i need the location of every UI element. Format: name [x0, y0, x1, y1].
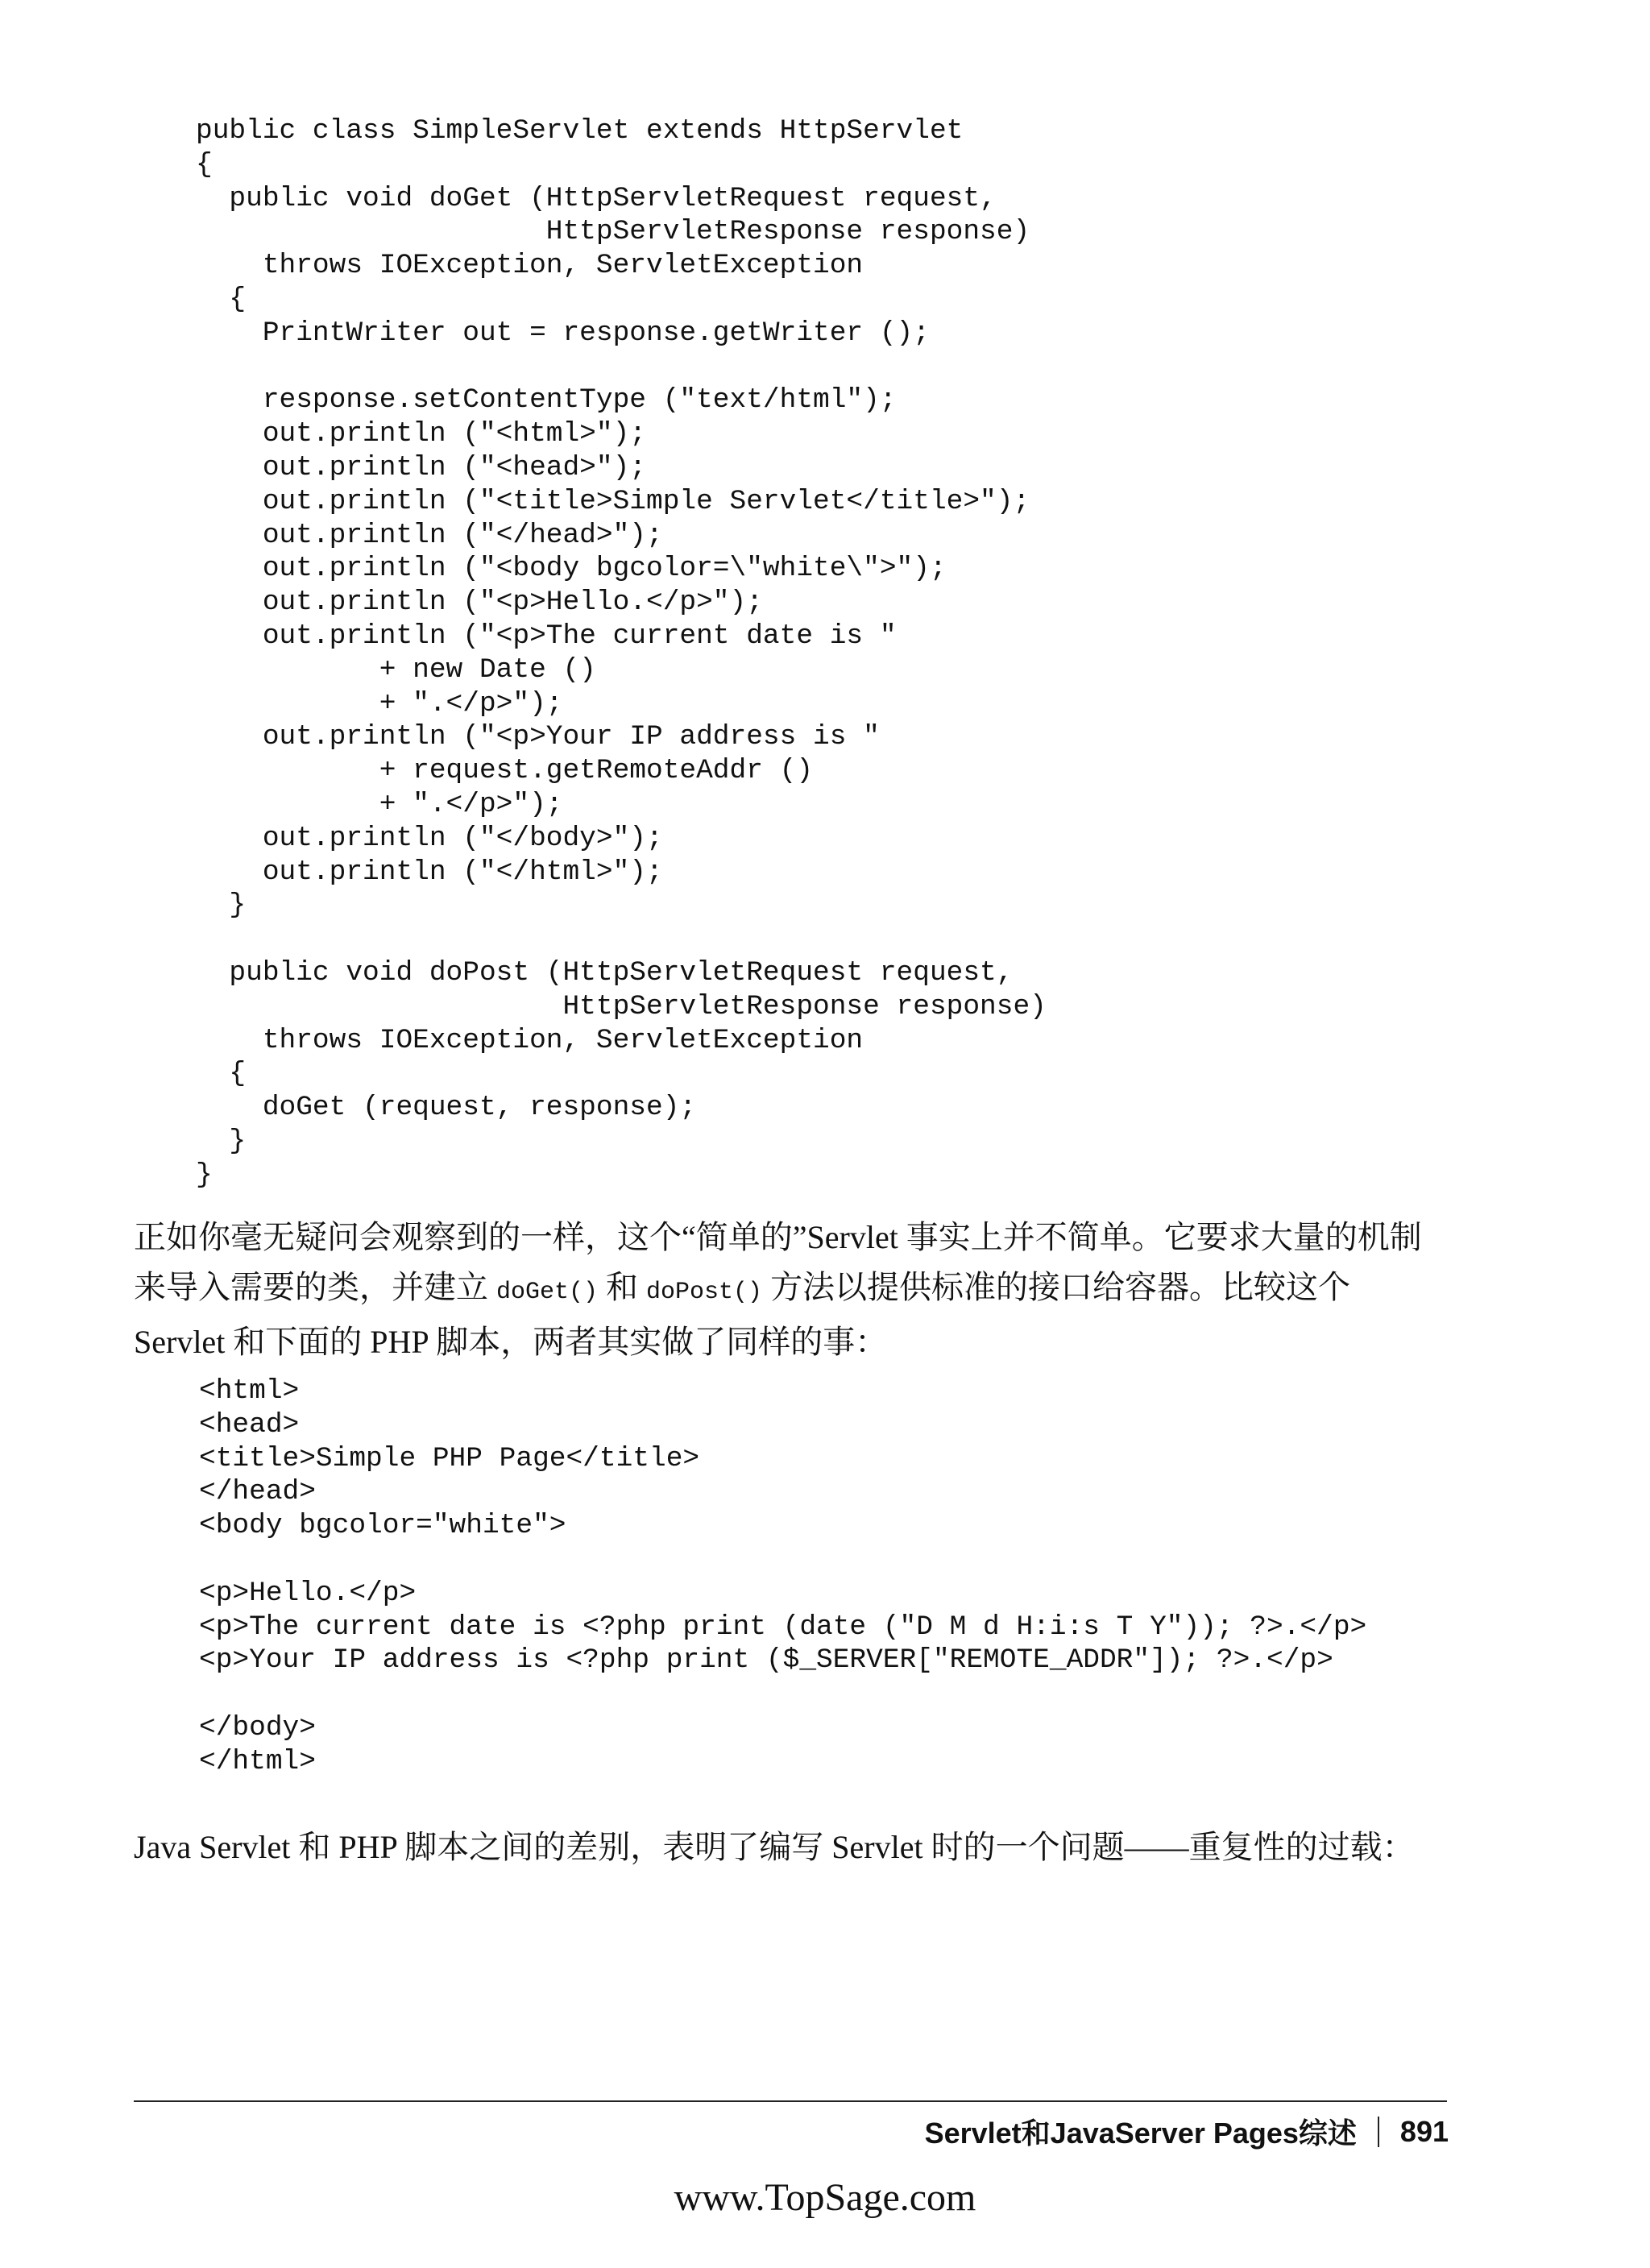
- paragraph-1-text-c: 方法以提供标准的接口给容器。比较这个 Servlet 和下面的 PHP 脚本，两者其实做了同样的事：: [134, 1269, 1351, 1360]
- footer-section-title: Servlet和JavaServer Pages综述: [924, 2117, 1357, 2150]
- php-code-block: <html> <head> <title>Simple PHP Page</title> </head> <body bgcolor="white"> <p>Hello.</p> <p>The current date is <?php print (date ("D M d H:i:s T Y")); ?>.</p> <p>Your IP address is <?php print ($_SERVER["REMOTE_ADDR"]); ?>.</p> </body> </html>: [199, 1375, 1367, 1777]
- paragraph-1-text-a: 正如你毫无疑问会观察到的一样，这个“简单的”Servlet 事实上并不简单。它要求大量的机制来导入需要的类，并建立: [134, 1219, 1422, 1305]
- servlet-code-block: public class SimpleServlet extends HttpServlet { public void doGet (HttpServletRequest request, HttpServletResponse response) throws IOException, ServletException { PrintWriter out = response.getWriter (); response.setContentType ("text/html"); out.println ("<html>"); out.println ("<head>"); out.println ("<title>Simple Servlet</title>"); out.println ("</head>"); out.println ("<body bgcolor=\"white\">"); out.println ("<p>Hello.</p>"); out.println ("<p>The current date is " + new Date () + ".</p>"); out.println ("<p>Your IP address is " + request.getRemoteAddr () + ".</p>"); out.println ("</body>"); out.println ("</html>"); } public void doPost (HttpServletRequest request, HttpServletResponse response) throws IOException, ServletException { doGet (request, response); } }: [196, 115, 1047, 1191]
- footer-separator: [1378, 2117, 1379, 2147]
- footer-divider: [134, 2100, 1447, 2102]
- body-paragraph-2: Java Servlet 和 PHP 脚本之间的差别，表明了编写 Servlet 时的一个问题——重复性的过载：: [134, 1829, 1415, 1865]
- inline-code-dopost: doPost(): [646, 1279, 763, 1306]
- watermark-url: www.TopSage.com: [674, 2176, 976, 2219]
- body-paragraph-1: [134, 1213, 1447, 1367]
- inline-code-doget: doGet(): [496, 1279, 599, 1306]
- paragraph-1-text-b: 和: [598, 1269, 647, 1305]
- page-number: 891: [1399, 2114, 1449, 2148]
- page-footer: [925, 2111, 1449, 2152]
